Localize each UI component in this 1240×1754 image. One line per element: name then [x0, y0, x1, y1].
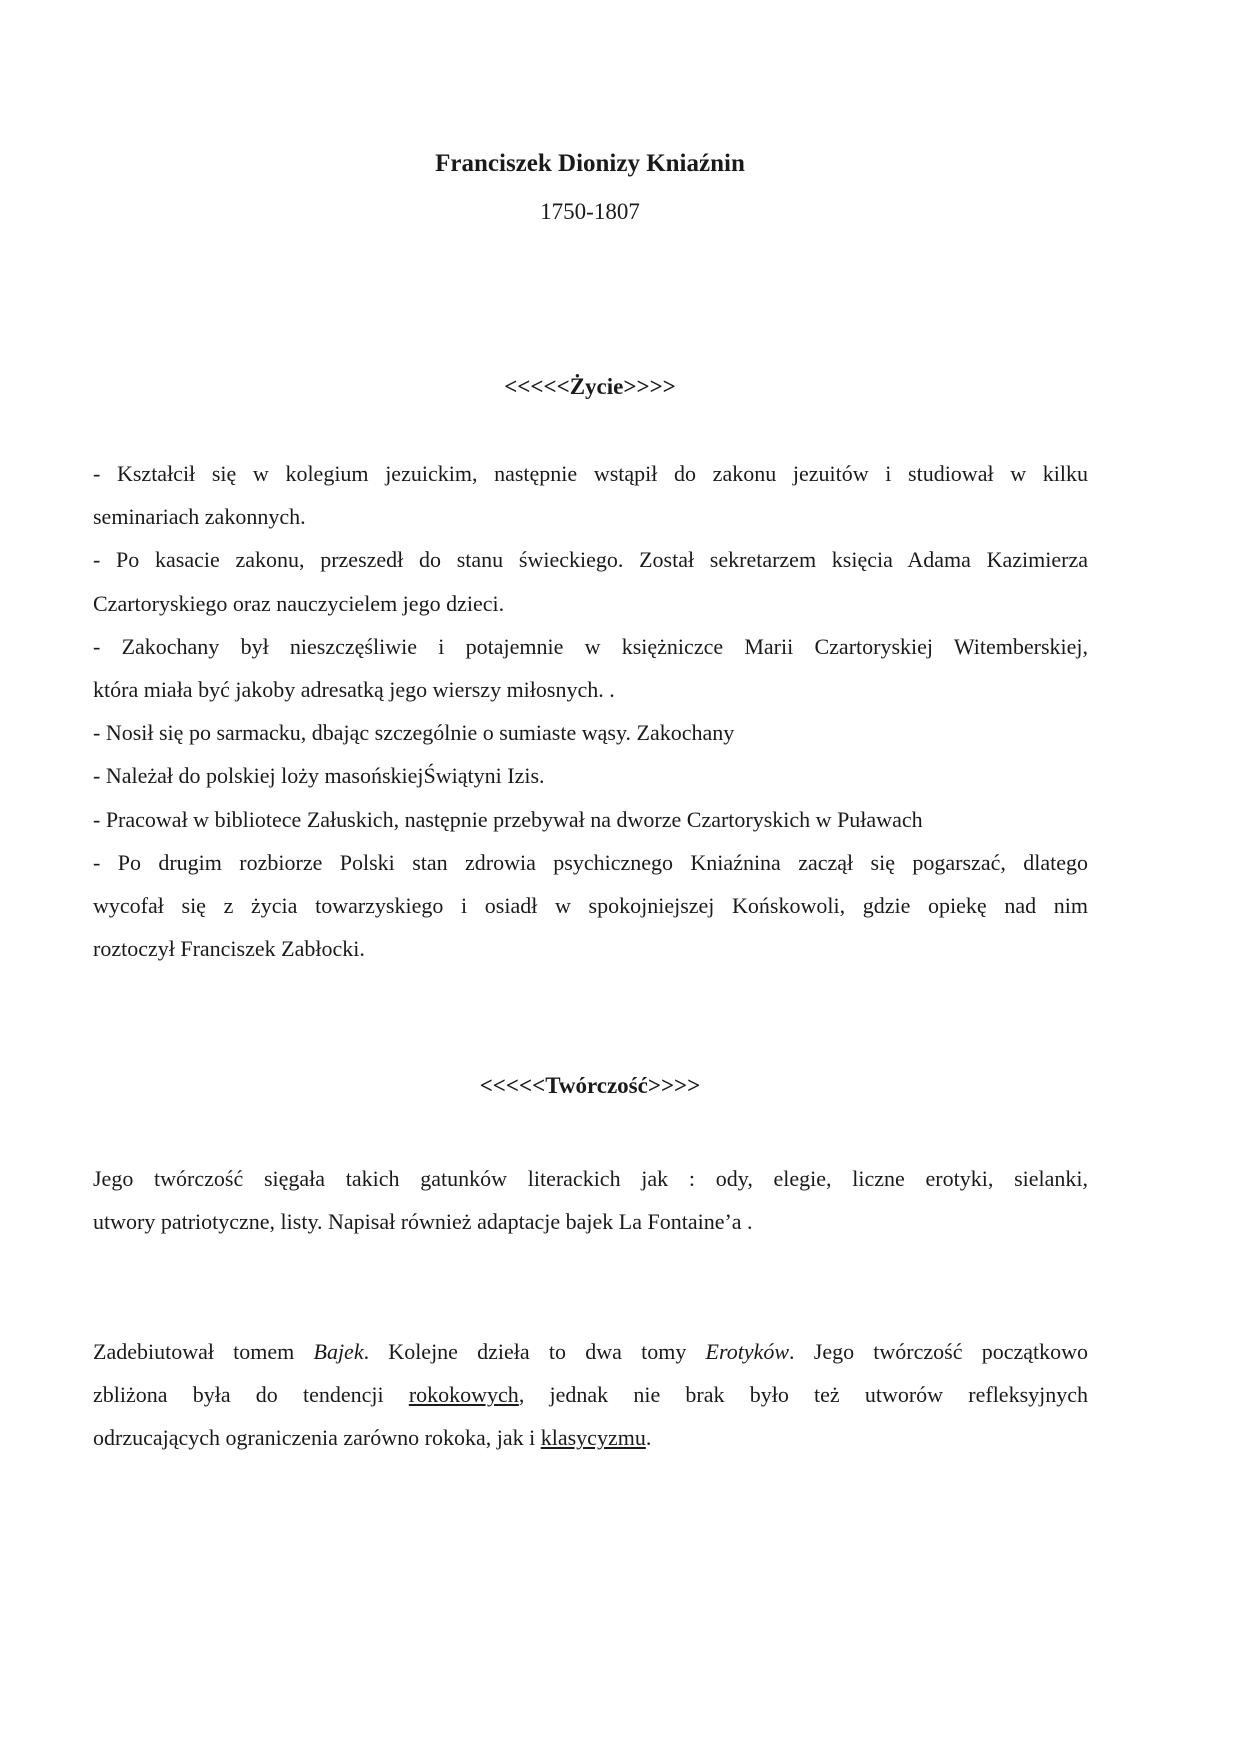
- work-p2-line-1: [93, 1330, 1088, 1373]
- link-rokokowych[interactable]: rokokowych: [408, 1382, 519, 1408]
- life-section-text: [93, 452, 1088, 970]
- text-run: .: [645, 1425, 652, 1451]
- life-line: wycofał się z życia towarzyskiego i osiadł w spokojniejszej Końskowoli, gdzie opiekę nad nim: [93, 893, 1088, 919]
- text-run: , jednak nie brak było też utworów refleksyjnych: [518, 1382, 1089, 1408]
- text-run: . Kolejne dzieła to dwa tomy: [363, 1339, 706, 1364]
- text-run: odrzucających ograniczenia zarówno rokoka, jak i: [93, 1425, 541, 1451]
- work-p2-line-2: [93, 1373, 1088, 1416]
- italic-title-erotykow: Erotyków: [705, 1339, 790, 1364]
- italic-title-bajek: Bajek: [313, 1339, 364, 1364]
- life-line: - Zakochany był nieszczęśliwie i potajemnie w księżniczce Marii Czartoryskiej Witemberskiej,: [93, 633, 1088, 659]
- life-line: - Po drugim rozbiorze Polski stan zdrowia psychicznego Kniaźnina zaczął się pogarszać, dlatego: [93, 849, 1088, 875]
- text-run: zbliżona była do tendencji: [93, 1382, 409, 1408]
- section-heading-work: <<<<<Twórczość>>>>: [479, 1073, 701, 1098]
- life-line: - Pracował w bibliotece Załuskich, następnie przebywał na dworze Czartoryskich w Puławach: [93, 806, 923, 832]
- document-title: Franciszek Dionizy Kniaźnin: [435, 150, 745, 177]
- life-dates: 1750-1807: [540, 199, 640, 224]
- life-line: roztoczył Franciszek Zabłocki.: [93, 936, 365, 962]
- life-line: - Kształcił się w kolegium jezuickim, następnie wstąpił do zakonu jezuitów i studiował w kilku: [93, 461, 1088, 486]
- work-paragraph-2: [93, 1330, 1088, 1460]
- work-p2-line-3: [93, 1416, 1088, 1459]
- life-line: Czartoryskiego oraz nauczycielem jego dzieci.: [93, 590, 505, 616]
- section-heading-life: <<<<<Życie>>>>: [504, 374, 676, 399]
- text-run: . Jego twórczość początkowo: [789, 1339, 1088, 1364]
- work-p1-line-1: Jego twórczość sięgała takich gatunków literackich jak : ody, elegie, liczne erotyki, sielanki,: [93, 1166, 1088, 1191]
- work-paragraph-1: [93, 1157, 1088, 1243]
- life-line: która miała być jakoby adresatką jego wierszy miłosnych. .: [93, 677, 615, 703]
- work-p1-line-2: utwory patriotyczne, listy. Napisał również adaptacje bajek La Fontaine’a .: [93, 1209, 753, 1235]
- text-run: Zadebiutował tomem: [93, 1339, 314, 1364]
- life-line: - Nosił się po sarmacku, dbając szczególnie o sumiaste wąsy. Zakochany: [93, 720, 735, 746]
- life-line: - Po kasacie zakonu, przeszedł do stanu świeckiego. Został sekretarzem księcia Adama Kazimierza: [93, 547, 1088, 573]
- life-line: seminariach zakonnych.: [93, 504, 306, 530]
- life-line: - Należał do polskiej loży masońskiejŚwiątyni Izis.: [93, 763, 545, 789]
- link-klasycyzmu[interactable]: klasycyzmu: [540, 1425, 646, 1451]
